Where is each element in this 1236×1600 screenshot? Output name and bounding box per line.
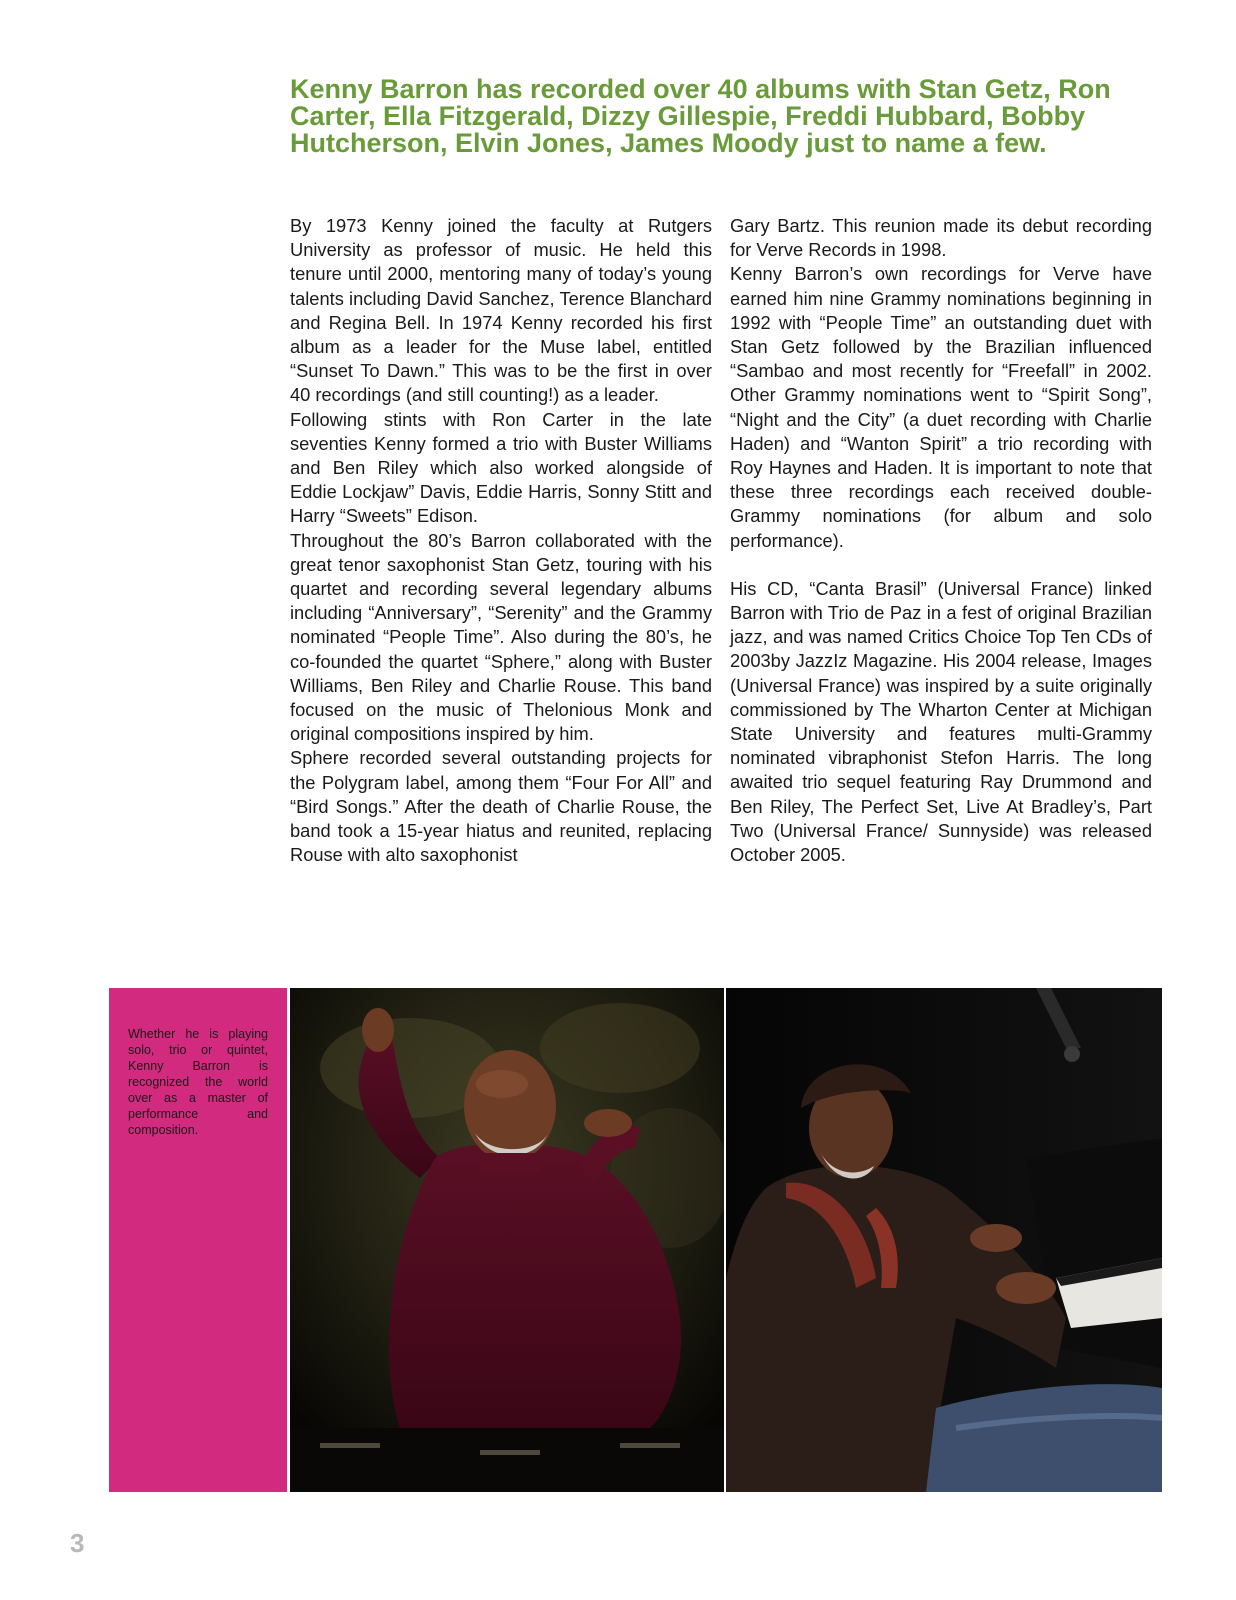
text-column-right bbox=[730, 214, 1152, 867]
headline: Kenny Barron has recorded over 40 albums with Stan Getz, Ron Carter, Ella Fitzgerald, Dizzy Gillespie, Freddi Hubbard, Bobby Hutcherson, Elvin Jones, James Moody just to name a few. bbox=[290, 74, 1111, 158]
caption-box bbox=[109, 988, 287, 1492]
text-column-left bbox=[290, 214, 712, 867]
paragraph: By 1973 Kenny joined the faculty at Rutgers University as professor of music. He held this tenure until 2000, mentoring many of today’s young talents including David Sanchez, Terence Blanchard and Regina Bell. In 1974 Kenny recorded his first album as a leader for the Muse label, entitled “Sunset To Dawn.” This was to be the first in over 40 recordings (and still counting!) as a leader. bbox=[290, 215, 712, 406]
paragraph: His CD, “Canta Brasil” (Universal France) linked Barron with Trio de Paz in a fest of original Brazilian jazz, and was named Critics Choice Top Ten CDs of 2003by JazzIz Magazine. His 2004 release, Images (Universal France) was inspired by a suite originally commissioned by The Wharton Center at Michigan State University and features multi-Grammy nominated vibraphonist Stefon Harris. The long awaited trio sequel featuring Ray Drummond and Ben Riley, The Perfect Set, Live At Bradley’s, Part Two (Universal France/ Sunnyside) was released October 2005. bbox=[730, 577, 1152, 866]
photo-caption: Whether he is playing solo, trio or quintet, Kenny Barron is recognized the world over as a master of performance and composition. bbox=[128, 1027, 268, 1137]
paragraph: Sphere recorded several outstanding projects for the Polygram label, among them “Four For All” and “Bird Songs.” After the death of Charlie Rouse, the band took a 15-year hiatus and reunited, replacing Rouse with alto saxophonist bbox=[290, 747, 712, 866]
paragraph: Throughout the 80’s Barron collaborated with the great tenor saxophonist Stan Getz, touring with his quartet and recording several legendary albums including “Anniversary”, “Serenity” and the Grammy nominated “People Time”. Also during the 80’s, he co-founded the quartet “Sphere,” along with Buster Williams, Ben Riley and Charlie Rouse. This band focused on the music of Thelonious Monk and original compositions inspired by him. bbox=[290, 529, 712, 745]
paragraph: Following stints with Ron Carter in the late seventies Kenny formed a trio with Buster Williams and Ben Riley which also worked alongside of Eddie Lockjaw” Davis, Eddie Harris, Sonny Stitt and Harry “Sweets” Edison. bbox=[290, 408, 712, 527]
paragraph: Kenny Barron’s own recordings for Verve have earned him nine Grammy nominations beginning in 1992 with “People Time” an outstanding duet with Stan Getz followed by the Brazilian influenced “Sambao and most recently for “Freefall” in 2002. Other Grammy nominations went to “Spirit Song”, “Night and the City” (a duet recording with Charlie Haden) and “Wanton Spirit” a trio recording with Roy Haynes and Haden. It is important to note that these three recordings each received double-Grammy nominations (for album and solo performance). bbox=[730, 263, 1152, 551]
paragraph-spacer bbox=[730, 553, 1152, 577]
photo-pianist-playing bbox=[726, 988, 1162, 1492]
page-number: 3 bbox=[70, 1528, 85, 1558]
paragraph: Gary Bartz. This reunion made its debut recording for Verve Records in 1998. bbox=[730, 215, 1152, 261]
photo-pianist-gesturing bbox=[290, 988, 724, 1492]
